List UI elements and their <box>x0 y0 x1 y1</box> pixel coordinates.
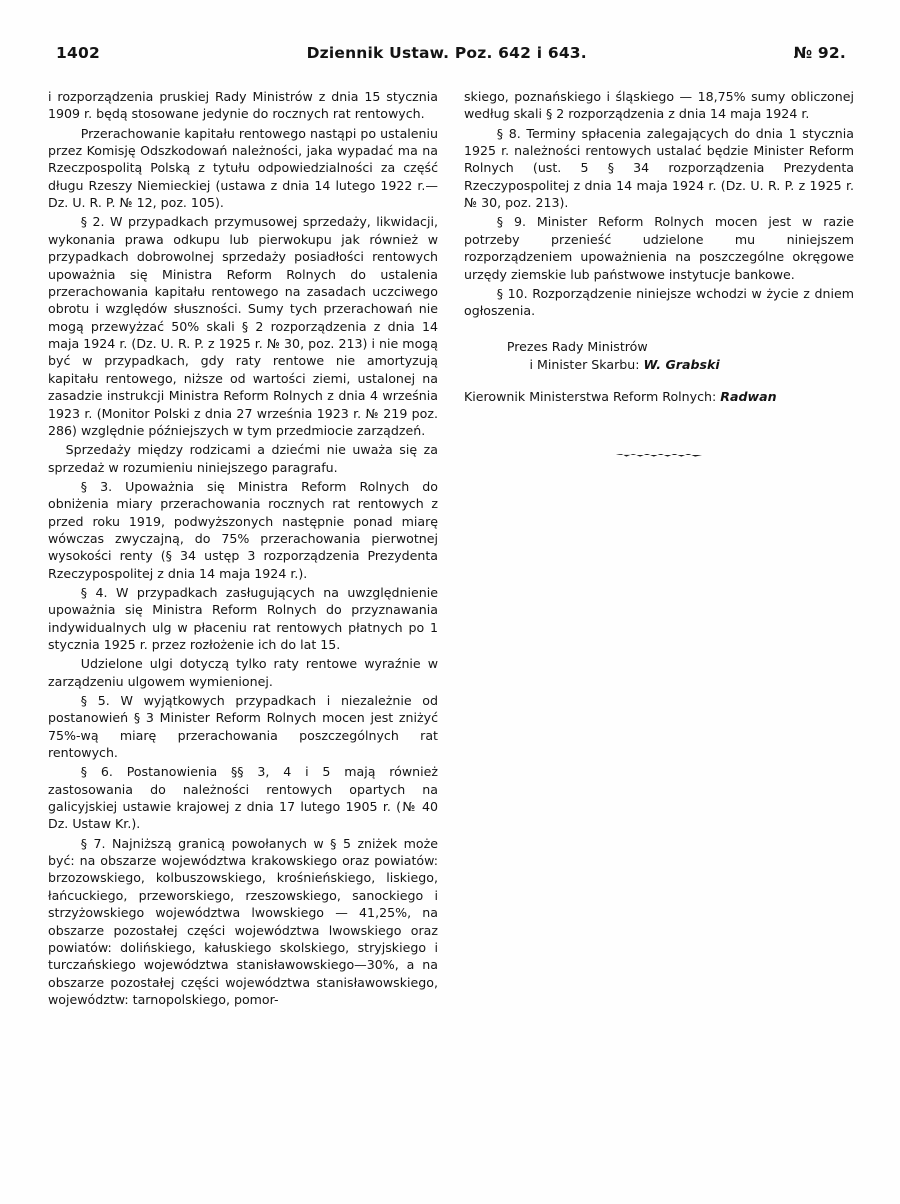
section-7: § 7. Najniższą granicą powołanych w § 5 zniżek może być: na obszarze województwa krakowskiego oraz powiatów: brzozowskiego, kolbuszowskiego, krośnieńskiego, liskiego, łańcuckiego, przeworskiego, rzeszowskiego, sanockiego i strzyżowskiego województwa lwowskiego — 41,25%, na obszarze pozostałej części województwa lwowskiego oraz powiatów: dolińskiego, kałuskiego skolskiego, stryjskiego i turczańskiego województwa stanisławowskiego—30%, a na obszarze pozostałej części województwa stanisławowskiego, województw: tarnopolskiego, pomor- <box>48 835 438 1007</box>
paragraph: skiego, poznańskiego i śląskiego — 18,75% sumy obliczonej według skali § 2 rozporządzenia z dnia 14 maja 1924 r. <box>464 89 854 122</box>
signature-role-premier: Prezes Rady Ministrów <box>506 339 648 355</box>
signature-name-radwan: Radwan <box>720 388 777 404</box>
signature-role-agrarian-label: Kierownik Ministerstwa Reform Rolnych: <box>464 388 717 404</box>
header-title: Dziennik Ustaw. Poz. 642 i 643. <box>306 44 587 62</box>
page-header <box>56 44 846 62</box>
paragraph: Sprzedaży między rodzicami a dziećmi nie uważa się za sprzedaż w rozumieniu niniejszego paragrafu. <box>48 442 438 475</box>
section-5: § 5. W wyjątkowych przypadkach i niezależnie od postanowień § 3 Minister Reform Rolnych mocen jest zniżyć 75%-wą miarę przerachowania poszczególnych rat rentowych. <box>48 692 438 760</box>
section-10: § 10. Rozporządzenie niniejsze wchodzi w życie z dniem ogłoszenia. <box>464 285 854 319</box>
section-8: § 8. Terminy spłacenia zalegających do dnia 1 stycznia 1925 r. należności rentowych ustalać będzie Minister Reform Rolnych (ust. 5 § 34 rozporządzenia Prezydenta Rzeczypospolitej z dnia 14 maja 1924 r. (Dz. U. R. P. z 1925 r. № 30, poz. 213). <box>464 125 854 211</box>
two-column-body <box>48 88 854 1178</box>
signature-role-agrarian <box>464 388 854 405</box>
signature-block <box>464 338 854 405</box>
section-9: § 9. Minister Reform Rolnych mocen jest w razie potrzeby przenieść udzielone mu niniejszem rozporządzeniem upoważnienia na poszczególne okręgowe urzędy ziemskie lub państwowe instytucje bankowe. <box>464 214 854 282</box>
left-column <box>48 88 438 1178</box>
paragraph: Przerachowanie kapitału rentowego nastąpi po ustaleniu przez Komisję Odszkodowań należności, jaka wypadać ma na Rzeczpospolitą Polską z tytułu odpowiedzialności za część długu Rzeszy Niemieckiej (ustawa z dnia 14 lutego 1922 r.—Dz. U. R. P. № 12, poz. 105). <box>48 125 438 211</box>
paragraph: Udzielone ulgi dotyczą tylko raty rentowe wyraźnie w zarządzeniu ulgowem wymienionej. <box>48 656 438 689</box>
section-3: § 3. Upoważnia się Ministra Reform Rolnych do obniżenia miary przerachowania rocznych rat rentowych z przed roku 1919, podwyższonych następnie ponad miarę wówczas zwyczajną, do 75% przerachowania pierwotnej wysokości renty (§ 34 ustęp 3 rozporządzenia Prezydenta Rzeczypospolitej z dnia 14 maja 1924 r.). <box>48 478 438 581</box>
decorative-rule <box>616 452 702 458</box>
paragraph: i rozporządzenia pruskiej Rady Ministrów z dnia 15 stycznia 1909 r. będą stosowane jedynie do rocznych rat rentowych. <box>48 89 438 122</box>
signature-role-treasury <box>464 356 854 373</box>
section-6: § 6. Postanowienia §§ 3, 4 i 5 mają również zastosowania do należności rentowych opartych na galicyjskiej ustawie krajowej z dnia 17 lutego 1905 r. (№ 40 Dz. Ustaw Kr.). <box>48 764 438 832</box>
ornament-divider <box>464 425 854 457</box>
section-4: § 4. W przypadkach zasługujących na uwzględnienie upoważnia się Ministra Reform Rolnych do przyznawania indywidualnych ulg w płaceniu rat rentowych płatnych po 1 stycznia 1925 r. przez rozłożenie ich do lat 15. <box>48 584 438 652</box>
section-2: § 2. W przypadkach przymusowej sprzedaży, likwidacji, wykonania prawa odkupu lub pierwokupu jak również w przypadkach dobrowolnej sprzedaży posiadłości rentowych upoważnia się Ministra Reform Rolnych do ustalenia przerachowania kapitału rentowego na zasadach uczciwego obrotu i względów słuszności. Sumy tych przerachowań nie mogą przewyżzać 50% skali § 2 rozporządzenia z dnia 14 maja 1924 r. (Dz. U. R. P. z 1925 r. № 30, poz. 213) i nie mogą być w przypadkach, gdy raty rentowe nie amortyzują kapitału rentowego, niższe od wartości ziemi, ustalonej na zasadzie instrukcji Ministra Reform Rolnych z dnia 4 września 1923 r. (Monitor Polski z dnia 27 września 1923 r. № 219 poz. 286) względnie późniejszych w tym przedmiocie zarządzeń. <box>48 214 438 438</box>
signature-name-grabski: W. Grabski <box>643 356 720 372</box>
page-number-right: № 92. <box>793 44 846 62</box>
right-column <box>464 88 854 1178</box>
page-number-left: 1402 <box>56 44 100 62</box>
signature-role-treasury-label: i Minister Skarbu: <box>529 356 640 372</box>
